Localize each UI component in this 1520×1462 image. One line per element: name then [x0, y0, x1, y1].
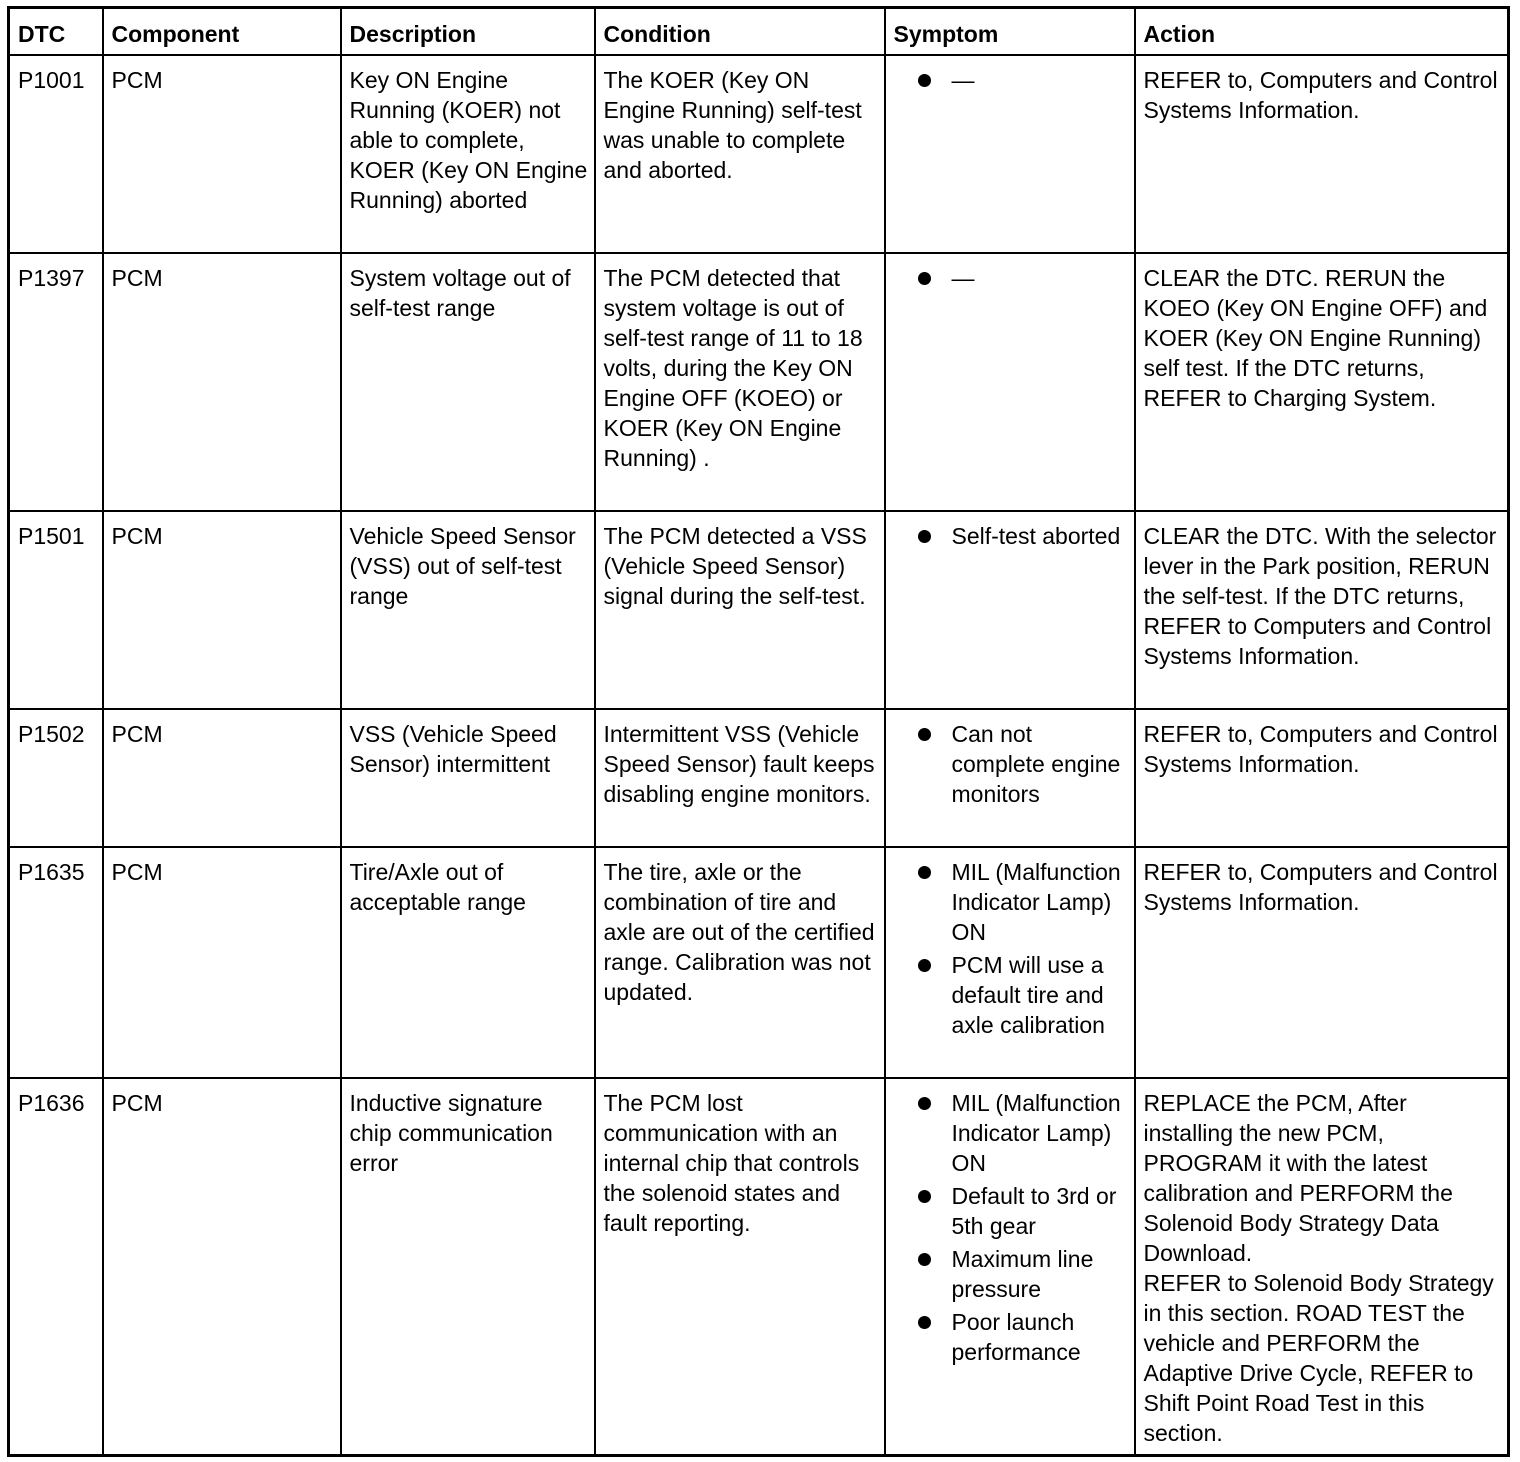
- symptom-cell: [885, 55, 1135, 253]
- symptom-cell: [885, 511, 1135, 709]
- component-cell: PCM: [103, 709, 341, 847]
- symptom-item: [894, 65, 1128, 95]
- action-cell: [1135, 709, 1509, 847]
- table-body: [9, 55, 1509, 1455]
- component-cell: PCM: [103, 55, 341, 253]
- condition-cell: The tire, axle or the combination of tire and axle are out of the certified range. Calibration was not updated.: [595, 847, 885, 1078]
- symptom-text: —: [951, 265, 975, 291]
- description-cell: Key ON Engine Running (KOER) not able to complete, KOER (Key ON Engine Running) aborted: [341, 55, 595, 253]
- action-cell: [1135, 1078, 1509, 1455]
- symptom-cell: [885, 709, 1135, 847]
- action-text: REFER to, Computers and Control Systems Information.: [1143, 67, 1498, 123]
- table-row: [9, 511, 1509, 709]
- symptom-item: [894, 1088, 1128, 1178]
- table-row: [9, 847, 1509, 1078]
- dtc-code-cell: P1635: [9, 847, 103, 1078]
- condition-cell: The PCM detected that system voltage is out of self-test range of 11 to 18 volts, during the Key ON Engine OFF (KOEO) or KOER (Key ON Engine Running) .: [595, 253, 885, 511]
- bullet-icon: [918, 728, 931, 741]
- table-row: [9, 253, 1509, 511]
- header-row: [9, 8, 1509, 56]
- symptom-text: MIL (Malfunction Indicator Lamp) ON: [951, 1090, 1121, 1176]
- header-component: Component: [103, 8, 341, 56]
- bullet-icon: [918, 1097, 931, 1110]
- symptom-item: [894, 950, 1128, 1040]
- bullet-icon: [918, 272, 931, 285]
- description-cell: Tire/Axle out of acceptable range: [341, 847, 595, 1078]
- description-cell: Vehicle Speed Sensor (VSS) out of self-test range: [341, 511, 595, 709]
- bullet-icon: [918, 530, 931, 543]
- symptom-item: [894, 1244, 1128, 1304]
- symptom-item: [894, 521, 1128, 551]
- action-cell: [1135, 55, 1509, 253]
- condition-cell: Intermittent VSS (Vehicle Speed Sensor) fault keeps disabling engine monitors.: [595, 709, 885, 847]
- component-cell: PCM: [103, 511, 341, 709]
- dtc-table: [7, 6, 1510, 1457]
- action-text: REFER to Solenoid Body Strategy in this section. ROAD TEST the vehicle and PERFORM the Adaptive Drive Cycle, REFER to Shift Point Road Test in this section.: [1143, 1270, 1494, 1446]
- symptom-text: Can not complete engine monitors: [951, 721, 1121, 807]
- action-text: CLEAR the DTC. With the selector lever in the Park position, RERUN the self-test. If the DTC returns, REFER to Computers and Control Systems Information.: [1143, 523, 1497, 669]
- symptom-cell: [885, 1078, 1135, 1455]
- bullet-icon: [918, 1190, 931, 1203]
- symptom-list: [894, 263, 1128, 293]
- action-text: REFER to, Computers and Control Systems Information.: [1143, 721, 1498, 777]
- condition-cell: The PCM detected a VSS (Vehicle Speed Sensor) signal during the self-test.: [595, 511, 885, 709]
- dtc-code-cell: P1397: [9, 253, 103, 511]
- action-text: REPLACE the PCM, After installing the new PCM, PROGRAM it with the latest calibration and PERFORM the Solenoid Body Strategy Data Download.: [1143, 1090, 1453, 1266]
- table-row: [9, 709, 1509, 847]
- description-cell: Inductive signature chip communication error: [341, 1078, 595, 1455]
- action-cell: [1135, 253, 1509, 511]
- symptom-text: MIL (Malfunction Indicator Lamp) ON: [951, 859, 1121, 945]
- table-row: [9, 1078, 1509, 1455]
- action-text: REFER to, Computers and Control Systems Information.: [1143, 859, 1498, 915]
- symptom-item: [894, 857, 1128, 947]
- symptom-text: Poor launch performance: [951, 1309, 1081, 1365]
- dtc-code-cell: P1501: [9, 511, 103, 709]
- action-text: CLEAR the DTC. RERUN the KOEO (Key ON Engine OFF) and KOER (Key ON Engine Running) self test. If the DTC returns, REFER to Charging System.: [1143, 265, 1488, 411]
- symptom-list: [894, 1088, 1128, 1367]
- symptom-text: —: [951, 67, 975, 93]
- component-cell: PCM: [103, 847, 341, 1078]
- symptom-item: [894, 1181, 1128, 1241]
- symptom-cell: [885, 253, 1135, 511]
- component-cell: PCM: [103, 1078, 341, 1455]
- symptom-text: Self-test aborted: [951, 523, 1121, 549]
- symptom-item: [894, 263, 1128, 293]
- component-cell: PCM: [103, 253, 341, 511]
- symptom-item: [894, 1307, 1128, 1367]
- symptom-cell: [885, 847, 1135, 1078]
- symptom-item: [894, 719, 1128, 809]
- action-cell: [1135, 847, 1509, 1078]
- symptom-list: [894, 65, 1128, 95]
- header-action: Action: [1135, 8, 1509, 56]
- bullet-icon: [918, 74, 931, 87]
- bullet-icon: [918, 1316, 931, 1329]
- symptom-text: Maximum line pressure: [951, 1246, 1094, 1302]
- symptom-text: PCM will use a default tire and axle calibration: [951, 952, 1105, 1038]
- bullet-icon: [918, 1253, 931, 1266]
- header-description: Description: [341, 8, 595, 56]
- condition-cell: The KOER (Key ON Engine Running) self-test was unable to complete and aborted.: [595, 55, 885, 253]
- header-dtc: DTC: [9, 8, 103, 56]
- symptom-text: Default to 3rd or 5th gear: [951, 1183, 1117, 1239]
- description-cell: VSS (Vehicle Speed Sensor) intermittent: [341, 709, 595, 847]
- bullet-icon: [918, 866, 931, 879]
- header-condition: Condition: [595, 8, 885, 56]
- symptom-list: [894, 857, 1128, 1040]
- condition-cell: The PCM lost communication with an internal chip that controls the solenoid states and fault reporting.: [595, 1078, 885, 1455]
- table-row: [9, 55, 1509, 253]
- description-cell: System voltage out of self-test range: [341, 253, 595, 511]
- action-cell: [1135, 511, 1509, 709]
- symptom-list: [894, 719, 1128, 809]
- header-symptom: Symptom: [885, 8, 1135, 56]
- dtc-code-cell: P1502: [9, 709, 103, 847]
- dtc-code-cell: P1636: [9, 1078, 103, 1455]
- bullet-icon: [918, 959, 931, 972]
- symptom-list: [894, 521, 1128, 551]
- dtc-code-cell: P1001: [9, 55, 103, 253]
